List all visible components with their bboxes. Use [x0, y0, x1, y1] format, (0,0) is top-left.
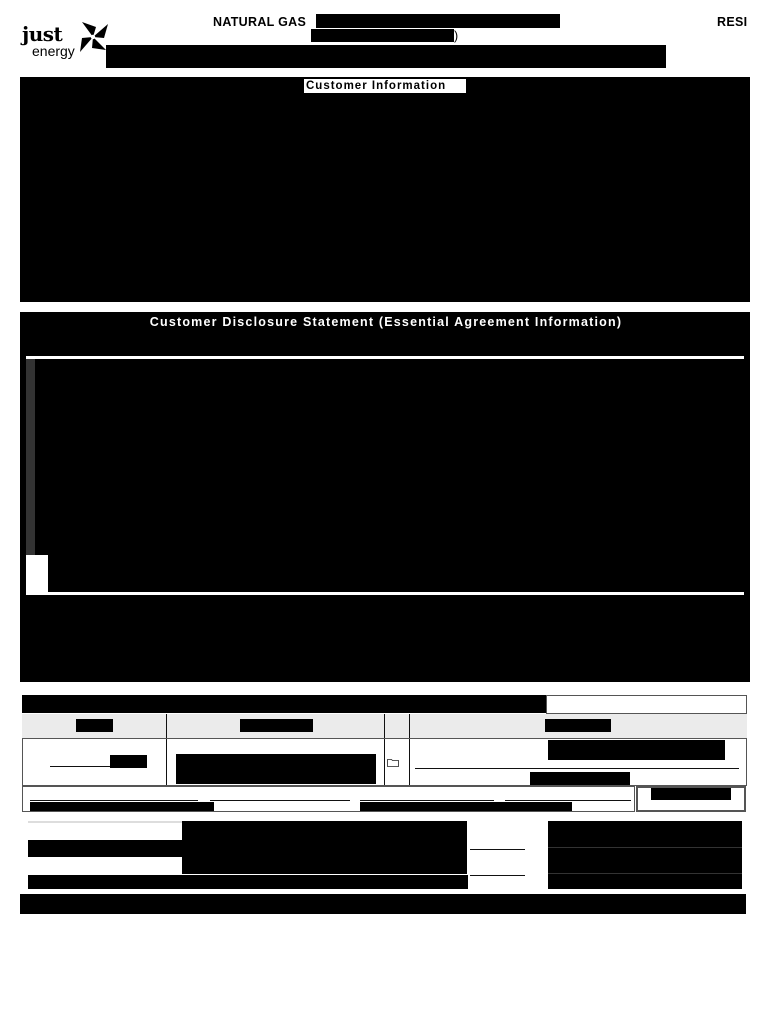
disclosure-left-gutter — [26, 359, 35, 555]
date-field-top[interactable] — [548, 740, 725, 760]
customer-info-section — [20, 77, 750, 302]
disclosure-separator-1 — [26, 356, 744, 359]
office-left-bar-1 — [28, 840, 182, 857]
footer-line-1 — [30, 800, 198, 801]
date-field-bottom[interactable] — [530, 772, 630, 785]
initials-line — [50, 766, 112, 767]
redacted-title-block — [316, 14, 560, 28]
footer-line-2 — [210, 800, 350, 801]
folder-icon[interactable] — [387, 758, 399, 767]
footer-line-4 — [505, 800, 631, 801]
logo-text-just: just — [22, 22, 63, 46]
signature-table-header-right — [546, 695, 747, 714]
office-line-2 — [470, 875, 525, 876]
logo-text-energy: energy — [32, 43, 75, 59]
footer-right-button[interactable] — [651, 788, 731, 800]
customer-info-title: Customer Information — [304, 79, 466, 93]
footer-text-2 — [360, 802, 572, 811]
office-block-a — [182, 821, 467, 858]
signature-table-header — [22, 695, 546, 713]
office-left-bar-2 — [28, 875, 468, 889]
disclosure-title: Customer Disclosure Statement (Essential Agreement Information) — [149, 315, 623, 329]
signature-field[interactable] — [176, 754, 376, 784]
office-right-divider-1 — [548, 847, 742, 848]
document-title: NATURAL GAS — [213, 15, 307, 29]
initials-field[interactable] — [110, 755, 147, 768]
footer-banner — [20, 894, 746, 914]
col-label-3 — [545, 719, 611, 732]
disclosure-separator-2 — [26, 592, 744, 595]
date-line — [415, 768, 739, 769]
disclosure-blank-cell — [26, 555, 48, 592]
office-line-1 — [470, 849, 525, 850]
office-right-block — [548, 821, 742, 889]
office-right-divider-2 — [548, 873, 742, 874]
redacted-header-banner — [106, 45, 666, 68]
office-block-b — [182, 858, 467, 874]
col-label-1 — [76, 719, 113, 732]
subtitle-paren: ) — [454, 29, 459, 43]
col-label-2 — [240, 719, 313, 732]
footer-text-1 — [30, 802, 214, 811]
disclosure-section — [20, 312, 750, 682]
office-left-cell-1 — [28, 821, 182, 823]
footer-line-3 — [360, 800, 494, 801]
just-energy-logo — [22, 18, 112, 62]
redacted-subtitle-block — [311, 29, 454, 42]
form-type-label: RESI — [717, 15, 748, 29]
